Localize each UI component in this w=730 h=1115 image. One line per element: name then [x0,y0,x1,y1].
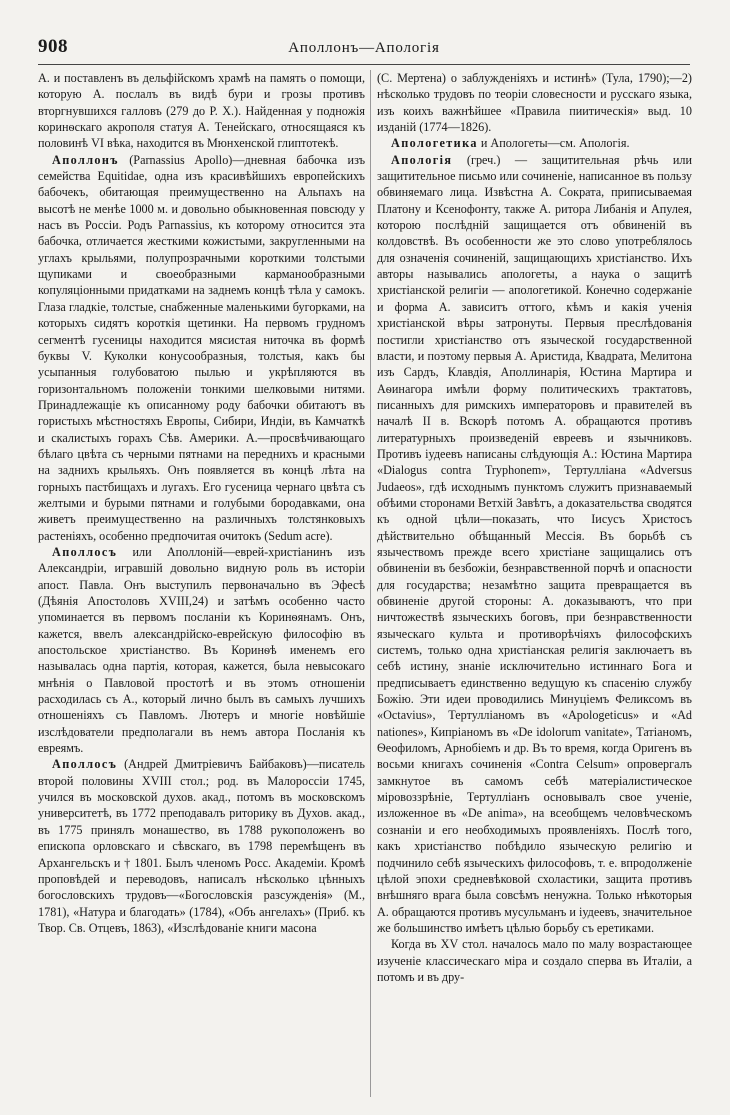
entry-text: (греч.) — защитительная рѣчь или защитительное письмо или сочиненіе, написанное въ пользу обвиняемаго лица. Извѣстна А. Сократа, приписываемая Платону и Ксенофонту, также А. ритора Либанія и Апулея, которою послѣдній защищается отъ обвиненій въ колдовствѣ. Въ особенности же это слово употреблялось для означенія сочиненій, защищающихъ христіанство. Ихъ авторы назывались апологеты, а наука о защитѣ христіанской религіи — апологетикой. Конечно содержаніе и форма А. зависитъ оттого, кѣмъ и какія ученія христіанской вѣры затронуты. Первыя преслѣдованія постигли христіанство отъ языческой государственной власти, и поэтому первыя А. Аристида, Квадрата, Мелитона изъ Сардъ, Клавдія, Аполлинарія, Юстина Мартира и Аѳинагора имѣли форму политическихъ трактатовъ, писанныхъ для римскихъ императоровъ и правителей въ началѣ II в. Вскорѣ потомъ А. обращаются противъ литературныхъ произведеній евреевъ и язычниковъ. Противъ іудеевъ написаны слѣдующія А.: Юстина Мартира «Dialogus contra Tryphonem», Тертулліана «Adversus Judaeos», гдѣ исходнымъ пунктомъ служитъ признаваемый обѣими сторонами Ветхій Завѣтъ, а доказательства сводятся къ одной цѣли—показать, что Іисусъ Христосъ дѣйствительно обѣщанный Мессія. Въ борьбѣ съ язычествомъ прежде всего христіане защищались отъ обвиненіи въ безбожіи, безнравственной порчѣ и опасности для государства; незамѣтно защита превращается въ обвиненіе другой стороны: А. доказываютъ, что при ничтожествѣ языческихъ боговъ, при безнравственности языческаго культа и противорѣчіяхъ философскихъ системъ, только одна христіанская религія заключаетъ въ себѣ истину, знаніе исключительно истиннаго Бога и предписываетъ единственно ведущую къ спасенію службу Божію. Эти идеи проводились Минуціемъ Феликсомъ въ «Octavius», Тертулліаномъ въ «Apologeticus» и «Ad nationes», Кипріаномъ въ «De idolorum vanitate», Татіаномъ, Ѳеофиломъ, Арнобіемъ и др. Въ то время, когда Оригенъ въ восьми книгахъ сочиненія «Contra Celsum» опровергалъ замкнутое въ самомъ себѣ матеріалистическое міровоззрѣніе, Тертулліанъ основывалъ свое ученіе, изложенное въ «De anima», на всеобщемъ человѣческомъ сознаніи и его необходимыхъ проявленіяхъ. Послѣ того, какъ христіанство побѣдило языческую религію и подчинило себѣ языческихъ философовъ, т. е. впродолженіе цѣлой эпохи средневѣковой схоластики, защита противъ внѣшняго врага была совсѣмъ ненужна. Только нѣкоторыя А. обращаются противъ мусульманъ и іудеевъ, значительное же большинство имѣетъ цѣлью борьбу съ еретиками. [377,152,692,935]
entry-headword: Апологія [391,152,453,167]
entry-text: (Андрей Дмитріевичъ Байбаковъ)—писатель второй половины XVIII стол.; род. въ Малороссіи 1745, учился въ московской духов. акад., потомъ въ московскомъ университетѣ, въ 1772 преподавалъ риторику въ Духов. акад., въ 1775 принялъ монашество, въ 1788 рукоположенъ во епископа орловскаго и сѣвскаго, въ 1798 перемѣщенъ въ Архангельскъ и † 1801. Былъ членомъ Росс. Академіи. Кромѣ проповѣдей и переводовъ, написалъ нѣсколько цѣнныхъ богословскихъ трудовъ—«Богословскія разсужденія» (М., 1781), «Натура и благодать» (1784), «Объ ангелахъ» (Приб. къ Твор. Св. Отцевъ, 1863), «Изслѣдованіе книги масона [38,757,365,935]
entry-apollon-continuation [38,70,365,152]
left-column [38,70,365,1101]
entry-text: Когда въ XV стол. началось мало по малу возрастающее изученіе классическаго міра и создало сперва въ Италіи, а потомъ и въ дру- [377,937,692,984]
entry-apologetika [377,135,692,151]
entry-apologiya-renaissance [377,936,692,985]
entry-apollos [38,544,365,756]
entry-apollos-baibakov [38,756,365,936]
column-divider [370,70,371,1097]
entry-headword: Аполлосъ [52,757,118,772]
entry-text: (С. Мертена) о заблужденіяхъ и истинѣ» (Тула, 1790);—2) нѣсколько трудовъ по теоріи словесности и русскаго языка, изъ коихъ важнѣйшее «Правила пиитическія» выд. 10 изданій (1774—1826). [377,71,692,135]
entry-apollon-butterfly [38,152,365,544]
entry-text: (Parnassius Apollo)—дневная бабочка изъ семейства Equitidae, одна изъ красивѣйшихъ европейскихъ бабочекъ, обитающая преимущественно на Альпахъ на высотѣ не менѣе 1000 м. и довольно обыкновенная повсюду у насъ въ Россіи. Родъ Parnassius, къ которому относится эта бабочка, отличается жесткими кожистыми, закругленными на углахъ крыльями, полупрозрачными короткими толстыми щупиками и своеобразными карманообразными копуляціонными придатками на заднемъ концѣ тѣла у самокъ. Глаза гладкіе, толстые, снабженные маленькими бугорками, на которыхъ сидятъ короткія щетинки. На первомъ грудномъ сегментѣ гусеницы находится мясистая ниточка въ формѣ буквы V. Куколки конусообразныя, толстыя, какъ бы усыпанныя голубоватою пылью и укрѣпляются въ горизонтальномъ положеніи тонкими шелковыми нитями. Принадлежащіе къ описанному роду бабочки обитаютъ въ гористыхъ мѣстностяхъ Европы, Сибири, Индіи, въ Камчаткѣ и скалистыхъ горахъ Сѣв. Америки. А.—просвѣчивающаго бѣлаго цвѣта съ черными пятнами на переднихъ и красными на заднихъ крыльяхъ. Онъ появляется въ концѣ лѣта на горныхъ пастбищахъ и лугахъ. Его гусеница чернаго цвѣта съ желтыми и бурыми пятнами и голубыми бородавками, она живетъ преимущественно на различныхъ толстянковыхъ растеніяхъ, особенно предпочитая очитокъ (Sedum acre). [38,152,365,543]
entry-headword: Аполлосъ [52,544,118,559]
entry-headword: Апологетика [391,136,478,151]
page-header [38,36,690,62]
page-number: 908 [38,36,68,57]
entry-text: А. и поставленъ въ дельфійскомъ храмѣ на память о помощи, которую А. послалъ въ видѣ бури и грозы противъ вторгнувшихся галловъ (279 до Р. Х.). Найденная у подножія коринѳскаго акрополя статуя А. Тенейскаго, относящаяся къ половинѣ VI вѣка, находится въ Мюнхенской глиптотекѣ. [38,71,365,151]
entry-text: или Аполлоній—еврей-христіанинъ изъ Александріи, игравшій довольно видную роль въ исторіи апост. Павла. Онъ выступилъ первоначально въ Эфесѣ (Дѣянія Апостоловъ XVIII,24) и затѣмъ особенно часто упоминается въ первомъ посланіи къ Коринѳянамъ. Онъ, кажется, ввелъ александрійско-еврейскую философію въ апостольское христіанство. Въ Коринѳѣ именемъ его называлась одна партія, которая, кажется, была невысокаго мнѣнія о Павловой простотѣ и въ этомъ отношеніи расходилась съ А., который лично былъ въ самыхъ лучшихъ отношеніяхъ съ Павломъ. Лютеръ и многіе новѣйшіе изслѣдователи предполагали въ немъ автора Посланія къ евреямъ. [38,544,365,756]
header-rule [38,64,690,65]
entry-headword: Аполлонъ [52,152,119,167]
entry-apologiya [377,152,692,937]
running-title: Аполлонъ—Апологія [288,40,440,56]
entry-apollos-continuation [377,70,692,135]
entry-text: и Апологеты—см. Апологія. [477,136,630,151]
right-column [377,70,692,1101]
